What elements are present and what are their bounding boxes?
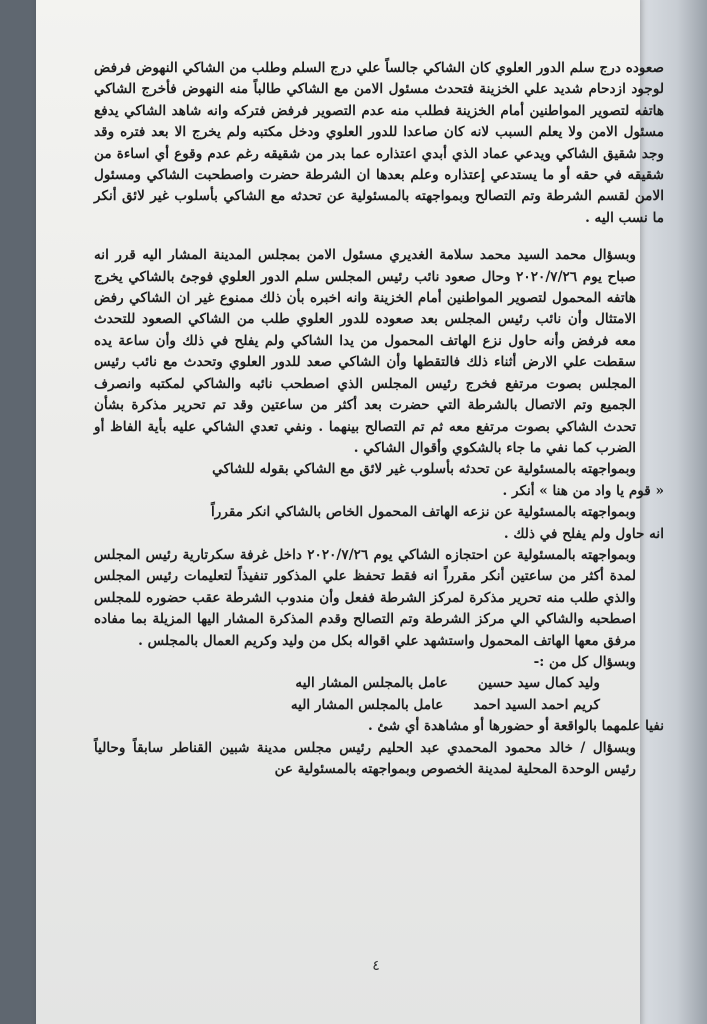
paragraph-8: وبسؤال / خالد محمود المحمدي عبد الحليم رئيس مجلس مدينة شبين القناطر سابقاً وحالياً رئيس الوحدة المحلية لمدينة الخصوص وبمواجهته بالمسئولية عن — [94, 739, 636, 777]
witness-2 — [94, 695, 664, 716]
witness-2-role: عامل بالمجلس المشار اليه — [290, 696, 444, 713]
witness-2-name: كريم احمد السيد احمد — [473, 696, 600, 713]
paragraph-4-end: انه حاول ولم يفلح في ذلك . — [503, 525, 664, 542]
witness-1-role: عامل بالمجلس المشار اليه — [295, 675, 448, 692]
paragraph-6: وبسؤال كل من :- — [533, 653, 636, 670]
paragraph-3: وبمواجهته بالمسئولية عن تحدثه بأسلوب غير لائق مع الشاكي بقوله للشاكي — [212, 461, 636, 478]
paragraph-3-quote: « قوم يا واد من هنا » أنكر . — [502, 482, 664, 499]
document-body — [94, 58, 664, 780]
witness-1-name: وليد كمال سيد حسين — [477, 675, 600, 692]
paragraph-7: نفيا علمهما بالواقعة أو حضورها أو مشاهدة أي شئ . — [367, 718, 664, 735]
paragraph-5: وبمواجهته بالمسئولية عن احتجازه الشاكي يوم ٢٠٢٠/٧/٢٦ داخل غرفة سكرتارية رئيس المجلس لمدة أكثر من ساعتين أنكر مقرراً انه فقط تحفظ علي المذكور تنفيذاً لتعليمات رئيس المجلس والذي طلب منه تحرير مذكرة لمركز الشرطة ففعل وأن مندوب الشرطة عقب حضوره للمجلس اصطحبه والشاكي الي مركز الشرطة وتم التصالح وقدم المذكرة المشار اليها المزيلة بما مفاده مرفق معها الهاتف المحمول واستشهد علي اقواله بكل من وليد وكريم العمال بالمجلس . — [94, 546, 636, 649]
document-page — [36, 0, 664, 1024]
witness-1 — [94, 673, 664, 694]
page-number: ٤ — [372, 958, 380, 974]
paragraph-1: صعوده درج سلم الدور العلوي كان الشاكي جالساً علي درج السلم وطلب من الشاكي النهوض فرفض لوجود ازدحام شديد علي الخزينة فتحدث مسئول الامن مع الشاكي طالباً منه النهوض فأخرج الشاكي هاتفه لتصوير المواطنين أمام الخزينة فطلب منه عدم التصوير فرفض فتركه وانه شاهد الشاكي يدفع مسئول الامن ولا يعلم السبب لانه كان صاعدا للدور العلوي ودخل مكتبه ولم يخرج الا بعد فتره وقد وجد شقيق الشاكي ويدعي عماد الذي أبدي اعتذاره عما بدر من شقيقه رغم عدم وقوع أي اساءة من شقيقه في حقه أو ما يستدعي إعتذاره وعلم بعدها ان الشرطة حضرت واصطحبت الشاكي ومسئول الامن لقسم الشرطة وتم التصالح وبمواجهته بالمسئولية عن تحدثه مع الشاكي بأسلوب غير لائق أنكر ما نسب اليه . — [94, 60, 664, 226]
paragraph-2: وبسؤال محمد السيد محمد سلامة الغديري مسئول الامن بمجلس المدينة المشار اليه قرر انه صباح يوم ٢٠٢٠/٧/٢٦ وحال صعود نائب رئيس المجلس سلم الدور العلوي فوجئ بالشاكي يخرج هاتفه المحمول لتصوير المواطنين أمام الخزينة وانه اخبره بأن ذلك ممنوع غير ان الشاكي رفض الامتثال وأن نائب رئيس المجلس بعد صعوده للدور العلوي طلب من الشاكي الصعود للتحدث معه فرفض وأنه حاول نزع الهاتف المحمول من يدا الشاكي ولم يفلح في ذلك وأن ساعة يده سقطت علي الارض أثناء ذلك فالتقطها وأن الشاكي صعد للدور العلوي وتحدث مع نائب رئيس المجلس بصوت مرتفع فخرج رئيس المجلس الذي اصطحب نائبه والشاكي لمكتبه وانصرف الجميع وتم الاتصال بالشرطة التي حضرت بعد أكثر من ساعتين وقد تم تحرير مذكرة بشأن تحدث الشاكي بصوت مرتفع معه ثم تم التصالح بينهما . ونفي تعدي الشاكي عليه بأية الفاظ أو الضرب كما نفي ما جاء بالشكوي وأقوال الشاكي . — [94, 247, 637, 456]
paragraph-4: وبمواجهته بالمسئولية عن نزعه الهاتف المحمول الخاص بالشاكي انكر مقرراً — [211, 504, 636, 521]
